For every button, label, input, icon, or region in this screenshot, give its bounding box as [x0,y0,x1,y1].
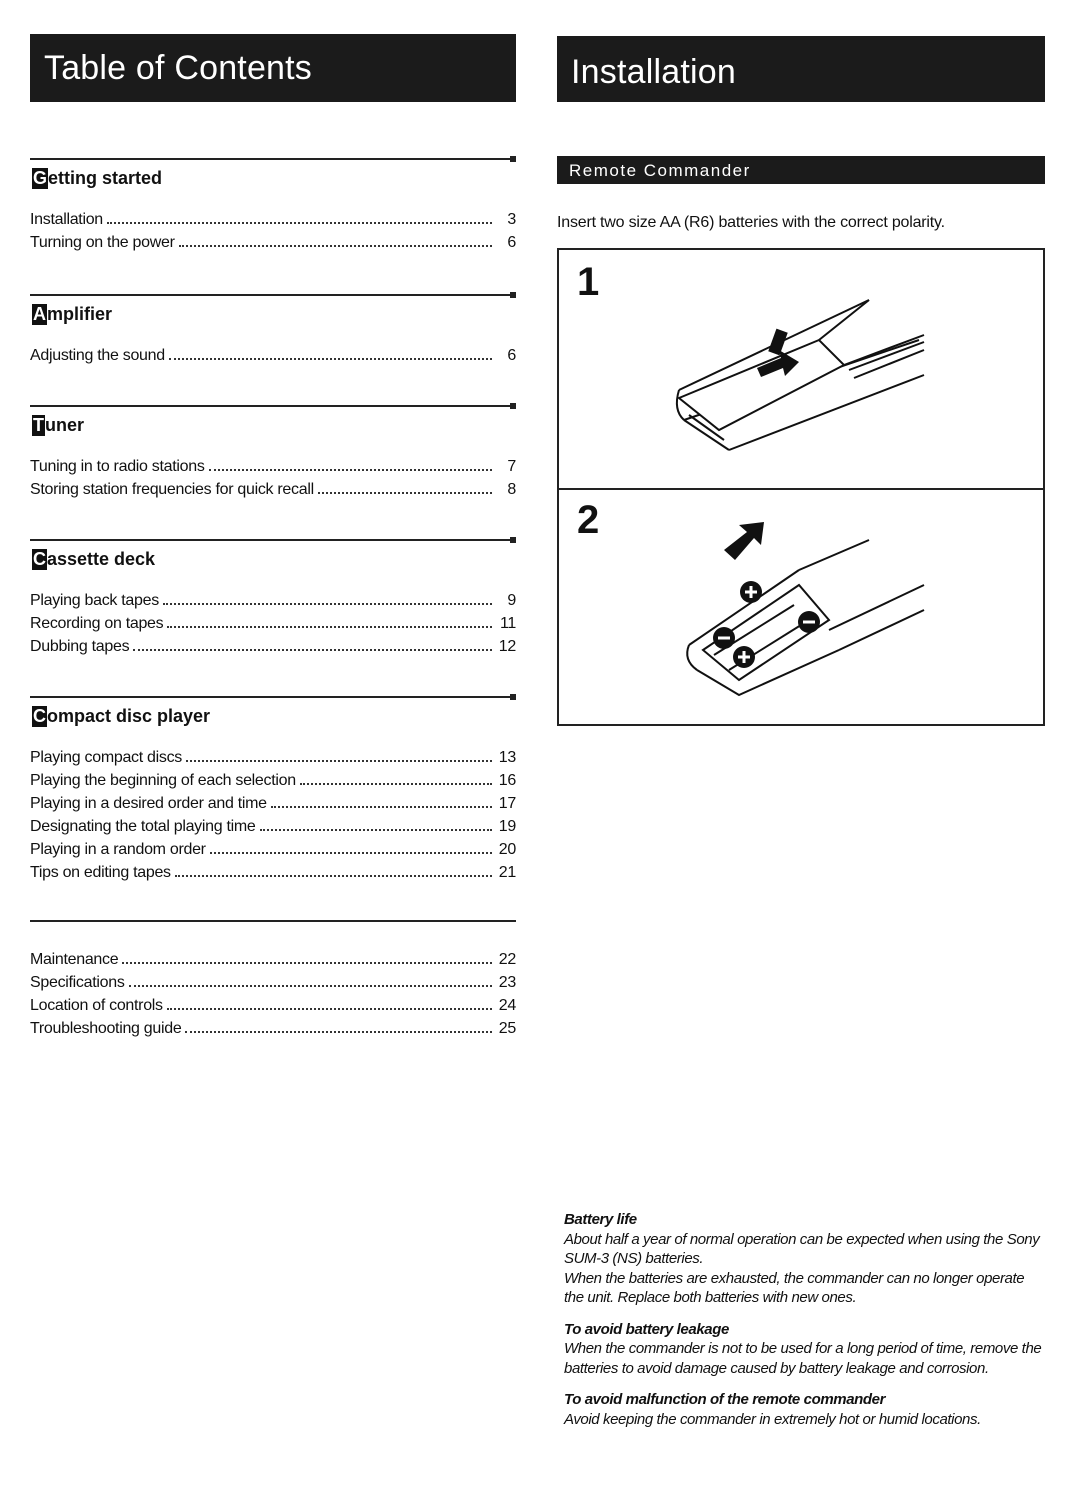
toc-section-getting-started [30,158,516,254]
batteries-installed-illustration [669,510,939,710]
battery-insertion-figure [557,248,1045,726]
note-heading: To avoid battery leakage [564,1320,729,1338]
heading-corner-mark [510,403,516,409]
toc-entry-page: 23 [498,974,516,991]
battery-instruction: Insert two size AA (R6) batteries with the correct polarity. [557,214,945,231]
toc-entry-page: 25 [498,1020,516,1037]
toc-entry[interactable] [30,455,516,478]
toc-entry-label: Tuning in to radio stations [30,458,205,475]
heading-initial: C [33,549,46,569]
toc-entry-label: Adjusting the sound [30,347,165,364]
battery-notes [564,1210,1044,1441]
dot-leader [175,861,492,877]
toc-entry-page: 6 [507,347,516,364]
toc-appendix [30,948,516,1040]
toc-entry[interactable] [30,948,516,971]
dot-leader [107,208,492,224]
toc-entry[interactable] [30,971,516,994]
dot-leader [122,948,492,964]
toc-entry-page: 19 [498,818,516,835]
appendix-divider [30,920,516,922]
toc-entry-page: 17 [498,795,516,812]
toc-entry-page: 16 [498,772,516,789]
toc-entry-label: Storing station frequencies for quick recall [30,481,314,498]
toc-entry[interactable] [30,994,516,1017]
note-malfunction [564,1390,1044,1429]
toc-entry-page: 6 [507,234,516,251]
heading-text: ompact disc player [47,706,211,726]
heading-text: assette deck [47,549,156,569]
heading-initial: A [33,304,46,324]
note-battery-leakage [564,1320,1044,1379]
section-heading [30,696,516,732]
toc-entry-page: 20 [498,841,516,858]
toc-entry[interactable] [30,612,516,635]
toc-entry[interactable] [30,861,516,884]
heading-text: mplifier [47,304,113,324]
toc-entry-page: 11 [499,615,516,632]
note-text: About half a year of normal operation can be expected when using the Sony SUM-3 (NS) batteries. [564,1230,1040,1267]
dot-leader [167,612,492,628]
remote-commander-subhead: Remote Commander [557,156,1045,184]
dot-leader [133,635,492,651]
toc-entry-label: Turning on the power [30,234,175,251]
toc-entry-label: Maintenance [30,951,119,968]
toc-entry-page: 7 [507,458,516,475]
step-number: 2 [577,498,600,542]
dot-leader [129,971,492,987]
toc-section-amplifier [30,294,516,367]
dot-leader [300,769,492,785]
figure-separator [559,488,1043,490]
note-heading: Battery life [564,1211,637,1228]
toc-entry-label: Dubbing tapes [30,638,130,655]
heading-text: uner [45,415,85,435]
installation-title: Installation [557,36,1045,102]
toc-entry[interactable] [30,1017,516,1040]
note-heading: To avoid malfunction of the remote commander [564,1391,886,1408]
toc-entry[interactable] [30,792,516,815]
dot-leader [185,1017,492,1033]
section-heading [30,539,516,575]
toc-entry-label: Playing the beginning of each selection [30,772,296,789]
section-heading [30,405,516,441]
section-heading [30,294,516,330]
toc-entry[interactable] [30,746,516,769]
dot-leader [271,792,492,808]
toc-section-cassette-deck [30,539,516,658]
toc-entry-page: 24 [498,997,516,1014]
heading-text: etting started [48,168,163,188]
toc-entry[interactable] [30,838,516,861]
note-text: When the batteries are exhausted, the commander can no longer operate the unit. Replace both batteries with new ones. [564,1269,1025,1306]
toc-entry[interactable] [30,769,516,792]
note-battery-life [564,1210,1044,1308]
toc-entry-page: 12 [498,638,516,655]
heading-corner-mark [510,537,516,543]
toc-entry-label: Playing back tapes [30,592,159,609]
toc-entry-label: Installation [30,211,103,228]
dot-leader [169,344,492,360]
dot-leader [163,589,492,605]
toc-section-tuner [30,405,516,501]
dot-leader [186,746,492,762]
toc-entry[interactable] [30,478,516,501]
heading-corner-mark [510,156,516,162]
dot-leader [318,478,492,494]
toc-entry-label: Playing compact discs [30,749,182,766]
section-heading [30,158,516,194]
toc-entry-label: Recording on tapes [30,615,164,632]
toc-entry-page: 3 [507,211,516,228]
dot-leader [260,815,493,831]
installation-column [557,36,1045,726]
note-text: Avoid keeping the commander in extremely hot or humid locations. [564,1410,981,1428]
toc-entry[interactable] [30,231,516,254]
heading-initial: T [33,415,44,435]
toc-entry-page: 21 [498,864,516,881]
toc-entry-page: 8 [507,481,516,498]
toc-entry-page: 22 [498,951,516,968]
heading-corner-mark [510,292,516,298]
dot-leader [167,994,492,1010]
heading-initial: C [33,706,46,726]
note-text: When the commander is not to be used for a long period of time, remove the batteries to avoid damage caused by battery leakage and corrosion. [564,1340,1042,1377]
toc-entry-label: Troubleshooting guide [30,1020,182,1037]
dot-leader [210,838,492,854]
toc-entry-label: Playing in a desired order and time [30,795,267,812]
toc-entry-label: Playing in a random order [30,841,206,858]
dot-leader [179,231,492,247]
toc-entry[interactable] [30,589,516,612]
heading-initial: G [33,168,48,188]
toc-entry[interactable] [30,344,516,367]
toc-entry[interactable] [30,208,516,231]
toc-entry-page: 13 [498,749,516,766]
toc-title: Table of Contents [30,34,516,102]
toc-entry-label: Tips on editing tapes [30,864,171,881]
toc-entry-label: Location of controls [30,997,163,1014]
toc-entry-page: 9 [507,592,516,609]
dot-leader [209,455,492,471]
toc-column [30,34,516,1040]
toc-entry-label: Designating the total playing time [30,818,256,835]
remote-cover-open-illustration [669,280,939,470]
heading-corner-mark [510,694,516,700]
toc-entry[interactable] [30,815,516,838]
toc-entry[interactable] [30,635,516,658]
toc-section-compact-disc-player [30,696,516,884]
toc-entry-label: Specifications [30,974,125,991]
step-number: 1 [577,260,600,304]
